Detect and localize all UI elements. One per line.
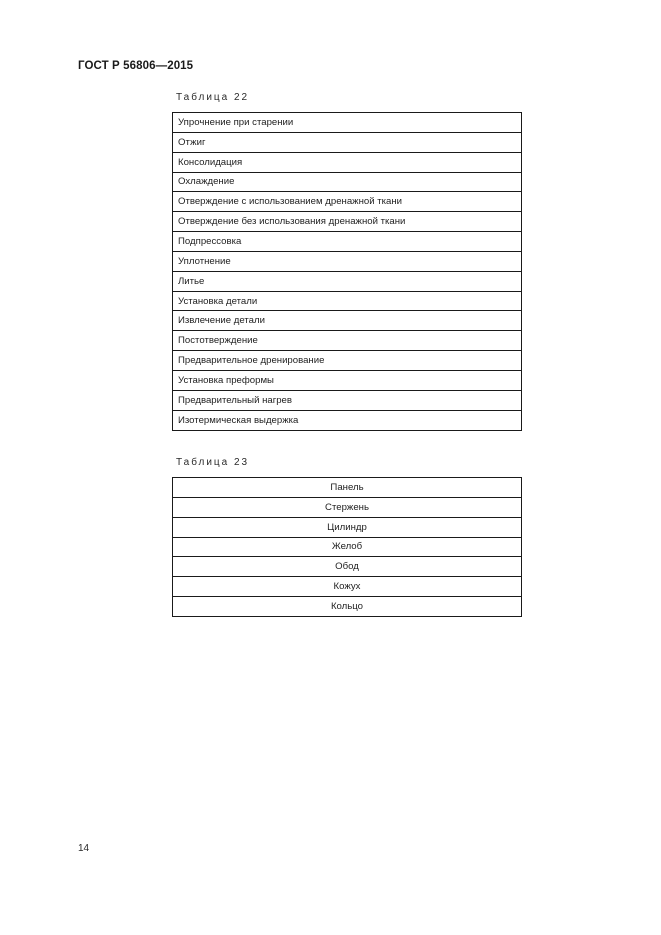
table-cell: Обод [173,557,522,577]
table-row [173,597,522,617]
table-row [173,331,522,351]
table-cell: Упрочнение при старении [173,113,522,133]
table-cell: Кольцо [173,597,522,617]
table-row [173,557,522,577]
table-cell: Уплотнение [173,251,522,271]
table-cell: Установка преформы [173,370,522,390]
table-row [173,577,522,597]
table-cell: Кожух [173,577,522,597]
table-row [173,351,522,371]
table-cell: Изотермическая выдержка [173,410,522,430]
table-row [173,390,522,410]
table-row [173,271,522,291]
table-cell: Консолидация [173,152,522,172]
table-row [173,311,522,331]
table-row [173,232,522,252]
table-row [173,478,522,498]
table-cell: Предварительный нагрев [173,390,522,410]
table-22 [172,112,522,431]
table-cell: Извлечение детали [173,311,522,331]
table-cell: Подпрессовка [173,232,522,252]
table-row [173,370,522,390]
table-row [173,192,522,212]
table-row [173,212,522,232]
table-cell: Предварительное дренирование [173,351,522,371]
table-row [173,410,522,430]
table-cell: Отжиг [173,132,522,152]
table-22-caption: Таблица 22 [176,92,250,103]
table-cell: Отверждение с использованием дренажной ткани [173,192,522,212]
table-cell: Охлаждение [173,172,522,192]
table-row [173,172,522,192]
table-cell: Установка детали [173,291,522,311]
table-cell: Литье [173,271,522,291]
table-row [173,537,522,557]
page-number: 14 [78,843,90,854]
table-23 [172,477,522,617]
table-row [173,152,522,172]
table-row [173,517,522,537]
table-cell: Отверждение без использования дренажной ткани [173,212,522,232]
table-row [173,132,522,152]
document-header: ГОСТ Р 56806—2015 [78,60,194,72]
table-row [173,251,522,271]
table-23-caption: Таблица 23 [176,457,250,468]
table-cell: Постотверждение [173,331,522,351]
table-row [173,497,522,517]
table-cell: Желоб [173,537,522,557]
table-cell: Панель [173,478,522,498]
table-cell: Цилиндр [173,517,522,537]
table-row [173,291,522,311]
table-row [173,113,522,133]
table-cell: Стержень [173,497,522,517]
